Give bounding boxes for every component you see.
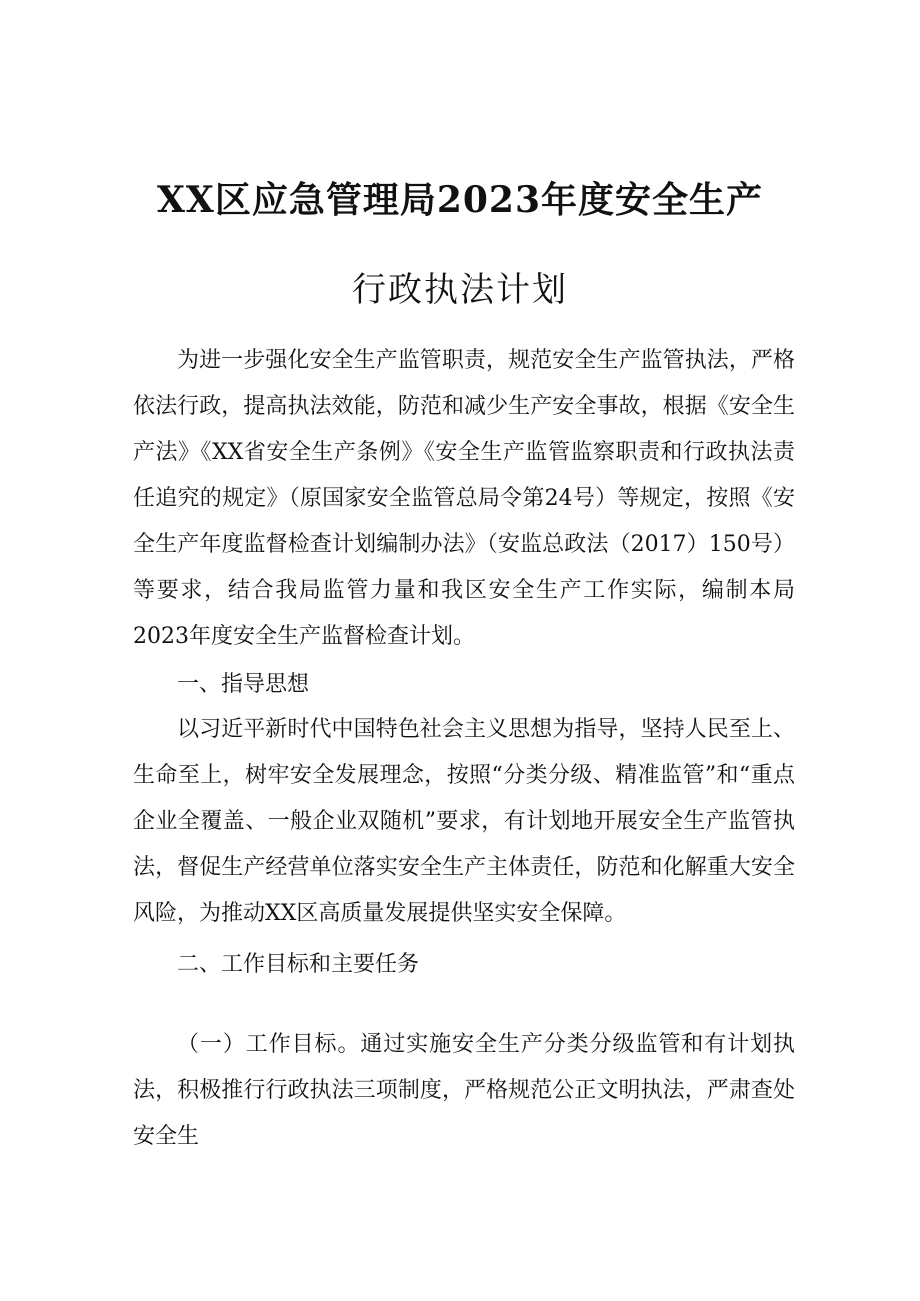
- guiding-section: [133, 707, 795, 937]
- guiding-ideology-paragraph: 以习近平新时代中国特色社会主义思想为指导，坚持人民至上、生命至上，树牢安全发展理念，按照“分类分级、精准监管”和“重点企业全覆盖、一般企业双随机”要求，有计划地开展安全生产监管执法，督促生产经营单位落实安全生产主体责任，防范和化解重大安全风险，为推动XX区高质量发展提供坚实安全保障。: [133, 717, 795, 926]
- section-heading-1-wrap: [133, 662, 795, 708]
- intro-paragraph: 为进一步强化安全生产监管职责，规范安全生产监管执法，严格依法行政，提高执法效能，防范和减少生产安全事故，根据《安全生产法》《XX省安全生产条例》《安全生产监管监察职责和行政执法责任追究的规定》（原国家安全监管总局令第24号）等规定，按照《安全生产年度监督检查计划编制办法》（安监总政法（2017）150号）等要求，结合我局监管力量和我区安全生产工作实际，编制本局2023年度安全生产监督检查计划。: [133, 348, 795, 649]
- section-heading-goals-tasks: 二、工作目标和主要任务: [177, 952, 420, 977]
- section-heading-guiding-ideology: 一、指导思想: [177, 672, 310, 697]
- section-heading-2-wrap: [133, 942, 795, 988]
- intro-section: [133, 338, 795, 660]
- document-title-line-2: 行政执法计划: [352, 270, 568, 310]
- goal-section: [133, 1022, 795, 1160]
- work-goal-paragraph: （一）工作目标。通过实施安全生产分类分级监管和有计划执法，积极推行行政执法三项制度，严格规范公正文明执法，严肃查处安全生: [133, 1032, 795, 1149]
- document-title-line-1: XX区应急管理局2023年度安全生产: [156, 179, 764, 221]
